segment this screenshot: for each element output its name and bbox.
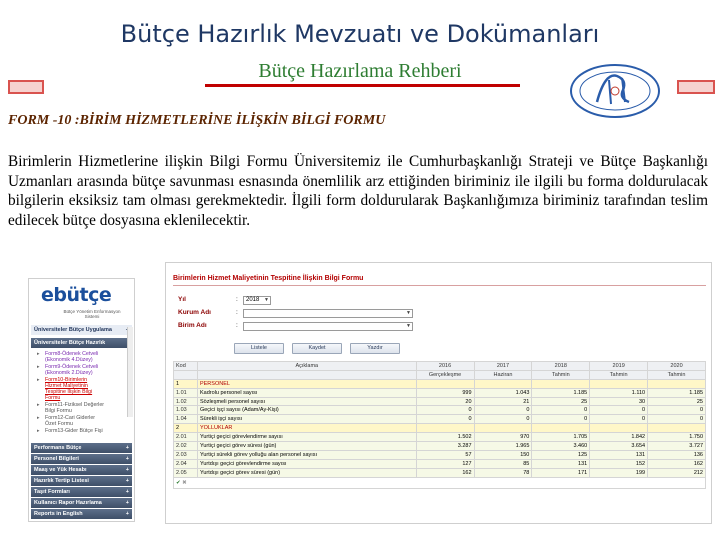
- row-value-input[interactable]: 0: [474, 406, 532, 415]
- row-value-input: [648, 379, 706, 388]
- year-select[interactable]: [243, 296, 271, 305]
- row-value-input[interactable]: 3.287: [416, 442, 474, 451]
- row-value-input[interactable]: 21: [474, 397, 532, 406]
- row-label: Kadrolu personel sayısı: [197, 388, 416, 397]
- row-value-input[interactable]: 999: [416, 388, 474, 397]
- form-heading: FORM -10 :BİRİM HİZMETLERİNE İLİŞKİN BİLGİ FORMU: [8, 113, 386, 128]
- link-bullet-icon: ▸: [37, 351, 40, 357]
- app-form-panel: [165, 262, 712, 524]
- table-row: [174, 415, 706, 424]
- row-label: Sürekli işçi sayısı: [197, 415, 416, 424]
- row-label: Yurtiçi sürekli görev yolluğu alan personel sayısı: [197, 450, 416, 459]
- row-code: 2.03: [174, 450, 198, 459]
- row-value-input[interactable]: 1.043: [474, 388, 532, 397]
- sidebar-item-label: Performans Bütçe: [34, 445, 82, 451]
- row-value-input: [416, 379, 474, 388]
- sidebar-item-label: Üniversiteler Bütçe Hazırlık: [34, 340, 106, 346]
- row-value-input[interactable]: 1.185: [532, 388, 590, 397]
- row-value-input[interactable]: 25: [532, 397, 590, 406]
- link-bullet-icon: ▸: [37, 364, 40, 370]
- row-code: 2.04: [174, 459, 198, 468]
- column-header-aciklama: Açıklama: [197, 362, 416, 371]
- sidebar-item-maas[interactable]: [31, 465, 132, 475]
- form-title-divider: [173, 285, 706, 286]
- link-bullet-icon: ▸: [37, 415, 40, 421]
- column-subheader: Tahmin: [648, 370, 706, 379]
- row-value-input: [648, 424, 706, 433]
- row-value-input[interactable]: 127: [416, 459, 474, 468]
- description-paragraph: Birimlerin Hizmetlerine ilişkin Bilgi Formu Üniversitemiz ile Cumhurbaşkanlığı Strateji ve Bütçe Başkanlığı Uzmanları arasında bütçe savunması esnasında önemlilik arz ettiğinden biriminiz ile ilgili bu forma doldurulacak bilgilerin eksiksiz tam olması gerekmektedir. İlgili form doldurularak Başkanlığımıza biriminiz tarafından teslim edilecek bütçe dosyasına eklenilecektir.: [8, 153, 708, 229]
- row-value-input[interactable]: 78: [474, 468, 532, 477]
- table-row: [174, 433, 706, 442]
- row-value-input[interactable]: 0: [648, 406, 706, 415]
- row-code: 2: [174, 424, 198, 433]
- row-value-input[interactable]: 1.502: [416, 433, 474, 442]
- chevron-down-icon: ▼: [406, 323, 411, 329]
- column-subheader: Tahmin: [532, 370, 590, 379]
- table-row: [174, 388, 706, 397]
- table-cell: [197, 370, 416, 379]
- row-value-input: [590, 424, 648, 433]
- row-value-input[interactable]: 3.727: [648, 442, 706, 451]
- link-bullet-icon: ▸: [37, 402, 40, 408]
- kurum-select[interactable]: [243, 309, 413, 318]
- sidebar-link-form10[interactable]: Form10-Birimlerin Hizmet Maliyetinin Tespitine İlişkin Bilgi Formu: [45, 377, 93, 401]
- table-row: [174, 379, 706, 388]
- row-value-input[interactable]: 30: [590, 397, 648, 406]
- row-value-input[interactable]: 1.965: [474, 442, 532, 451]
- row-value-input[interactable]: 131: [590, 450, 648, 459]
- yazdir-button[interactable]: Yazdır: [350, 343, 400, 354]
- year-select-value: 2018: [246, 297, 260, 303]
- field-colon: :: [236, 309, 238, 316]
- row-value-input[interactable]: 0: [416, 406, 474, 415]
- slide-subtitle: Bütçe Hazırlama Rehberi: [258, 60, 462, 82]
- row-value-input[interactable]: 125: [532, 450, 590, 459]
- sidebar-item-personel[interactable]: [31, 454, 132, 464]
- sidebar-link-form11[interactable]: Form11-Fiziksel Değerler Bilgi Formu: [45, 402, 105, 414]
- row-code: 1.03: [174, 406, 198, 415]
- row-value-input[interactable]: 0: [474, 415, 532, 424]
- table-row: [174, 424, 706, 433]
- row-value-input[interactable]: 136: [648, 450, 706, 459]
- sidebar-link-form9[interactable]: Form9-Ödenek Cetveli (Ekonomik 2.Düzey): [45, 364, 99, 376]
- sidebar-item-tasit[interactable]: [31, 487, 132, 497]
- column-header-year: 2016: [416, 362, 474, 371]
- link-bullet-icon: ▸: [37, 377, 40, 383]
- column-header-year: 2017: [474, 362, 532, 371]
- row-value-input: [416, 424, 474, 433]
- column-header-year: 2019: [590, 362, 648, 371]
- row-label: Geçici işçi sayısı (Adam/Ay-Kişi): [197, 406, 416, 415]
- app-sidebar: [28, 278, 135, 522]
- link-bullet-icon: ▸: [37, 428, 40, 434]
- sidebar-item-label: Üniversiteler Bütçe Uygulama: [34, 327, 112, 333]
- birim-select[interactable]: [243, 322, 413, 331]
- row-value-input[interactable]: 1.705: [532, 433, 590, 442]
- row-label: Yurtiçi geçici görev süresi (gün): [197, 442, 416, 451]
- table-cell: [174, 370, 198, 379]
- column-header-kod: Kod: [174, 362, 198, 371]
- row-value-input: [590, 379, 648, 388]
- row-label: Yurtdışı geçici görevlendirme sayısı: [197, 459, 416, 468]
- cancel-x-icon[interactable]: ✖: [180, 479, 187, 486]
- table-header-row: [174, 362, 706, 371]
- table-row: [174, 397, 706, 406]
- column-subheader: Tahmin: [590, 370, 648, 379]
- field-label-yil: Yıl: [178, 296, 186, 303]
- row-value-input[interactable]: 1.750: [648, 433, 706, 442]
- row-code: 2.02: [174, 442, 198, 451]
- row-value-input: [532, 424, 590, 433]
- sidebar-item-performans[interactable]: [31, 443, 132, 453]
- row-value-input[interactable]: 1.185: [648, 388, 706, 397]
- table-row: [174, 450, 706, 459]
- expand-icon: +: [125, 456, 129, 462]
- university-seal-icon: [567, 62, 663, 120]
- field-colon: :: [236, 322, 238, 329]
- table-row: [174, 468, 706, 477]
- column-header-year: 2020: [648, 362, 706, 371]
- table-row: [174, 406, 706, 415]
- row-value-input[interactable]: 0: [648, 415, 706, 424]
- sidebar-scrollbar[interactable]: [127, 327, 133, 417]
- row-label: YOLLUKLAR: [197, 424, 416, 433]
- expand-icon: +: [125, 467, 129, 473]
- row-value-input[interactable]: 1.110: [590, 388, 648, 397]
- table-row: [174, 459, 706, 468]
- row-label: Yurtdışı geçici görev süresi (gün): [197, 468, 416, 477]
- row-label: Sözleşmeli personel sayısı: [197, 397, 416, 406]
- sidebar-item-tertip[interactable]: [31, 476, 132, 486]
- column-header-year: 2018: [532, 362, 590, 371]
- table-subheader-row: [174, 370, 706, 379]
- row-value-input[interactable]: 150: [474, 450, 532, 459]
- field-label-birim: Birim Adı: [178, 322, 207, 329]
- sidebar-item-english[interactable]: [31, 509, 132, 519]
- row-code: 1.01: [174, 388, 198, 397]
- table-cell: [174, 477, 706, 488]
- row-value-input[interactable]: 162: [648, 459, 706, 468]
- app-logo: ebütçe: [41, 284, 112, 306]
- column-subheader: Haziran: [474, 370, 532, 379]
- row-value-input[interactable]: 0: [532, 406, 590, 415]
- expand-icon: +: [125, 489, 129, 495]
- row-value-input: [474, 424, 532, 433]
- sidebar-item-label: Personel Bilgileri: [34, 456, 79, 462]
- row-value-input[interactable]: 0: [532, 415, 590, 424]
- sidebar-item-label: Maaş ve Yük Hesabı: [34, 467, 87, 473]
- subtitle-underline: [205, 84, 520, 87]
- row-value-input[interactable]: 3.654: [590, 442, 648, 451]
- expand-icon: +: [125, 478, 129, 484]
- sidebar-item-label: Hazırlık Tertip Listesi: [34, 478, 89, 484]
- sidebar-link-form12[interactable]: Form12-Cari Giderler Özet Formu: [45, 415, 96, 427]
- listele-button[interactable]: Listele: [234, 343, 284, 354]
- row-value-input[interactable]: 25: [648, 397, 706, 406]
- row-code: 1.02: [174, 397, 198, 406]
- row-value-input[interactable]: 3.460: [532, 442, 590, 451]
- row-value-input[interactable]: 212: [648, 468, 706, 477]
- row-value-input[interactable]: 152: [590, 459, 648, 468]
- row-label: Yurtiçi geçici görevlendirme sayısı: [197, 433, 416, 442]
- chevron-down-icon: ▼: [264, 297, 269, 303]
- table-footer-row: [174, 477, 706, 488]
- sidebar-item-butce-hazirlik[interactable]: [31, 338, 132, 348]
- expand-icon: +: [125, 500, 129, 506]
- kaydet-button[interactable]: Kaydet: [292, 343, 342, 354]
- data-table: [173, 361, 706, 489]
- column-subheader: Gerçekleşme: [416, 370, 474, 379]
- app-logo-area: [29, 279, 134, 323]
- field-colon: :: [236, 296, 238, 303]
- sidebar-item-label: Reports in English: [34, 511, 83, 517]
- expand-icon: +: [125, 445, 129, 451]
- row-value-input[interactable]: 171: [532, 468, 590, 477]
- row-value-input[interactable]: 0: [590, 406, 648, 415]
- field-label-kurum: Kurum Adı: [178, 309, 211, 316]
- row-code: 1: [174, 379, 198, 388]
- sidebar-link-form13[interactable]: Form13-Gider Bütçe Fişi: [45, 428, 103, 434]
- save-check-icon[interactable]: ✔: [176, 479, 181, 486]
- sidebar-item-label: Taşıt Formları: [34, 489, 70, 495]
- row-code: 2.01: [174, 433, 198, 442]
- table-row: [174, 442, 706, 451]
- sidebar-item-butce-uygulama[interactable]: [31, 325, 132, 335]
- row-value-input[interactable]: 0: [416, 415, 474, 424]
- row-value-input: [474, 379, 532, 388]
- sidebar-item-label: Kullanıcı Rapor Hazırlama: [34, 500, 102, 506]
- row-code: 1.04: [174, 415, 198, 424]
- slide-title: Bütçe Hazırlık Mevzuatı ve Dokümanları: [120, 20, 600, 48]
- row-value-input[interactable]: 162: [416, 468, 474, 477]
- row-value-input[interactable]: 1.842: [590, 433, 648, 442]
- row-value-input[interactable]: 970: [474, 433, 532, 442]
- row-value-input[interactable]: 85: [474, 459, 532, 468]
- row-code: 2.05: [174, 468, 198, 477]
- sidebar-link-form8[interactable]: Form8-Ödenek Cetveli (Ekonomik 4.Düzey): [45, 351, 99, 363]
- app-logo-caption: Bütçe Yönetim Enformasyon Sistemi: [63, 309, 121, 319]
- expand-icon: +: [125, 511, 129, 517]
- row-value-input[interactable]: 57: [416, 450, 474, 459]
- form-title: Birimlerin Hizmet Maliyetinin Tespitine İlişkin Bilgi Formu: [173, 275, 364, 282]
- row-value-input[interactable]: 131: [532, 459, 590, 468]
- sidebar-item-rapor[interactable]: [31, 498, 132, 508]
- row-value-input[interactable]: 0: [590, 415, 648, 424]
- row-value-input[interactable]: 20: [416, 397, 474, 406]
- chevron-down-icon: ▼: [406, 310, 411, 316]
- row-value-input: [532, 379, 590, 388]
- row-label: PERSONEL: [197, 379, 416, 388]
- row-value-input[interactable]: 199: [590, 468, 648, 477]
